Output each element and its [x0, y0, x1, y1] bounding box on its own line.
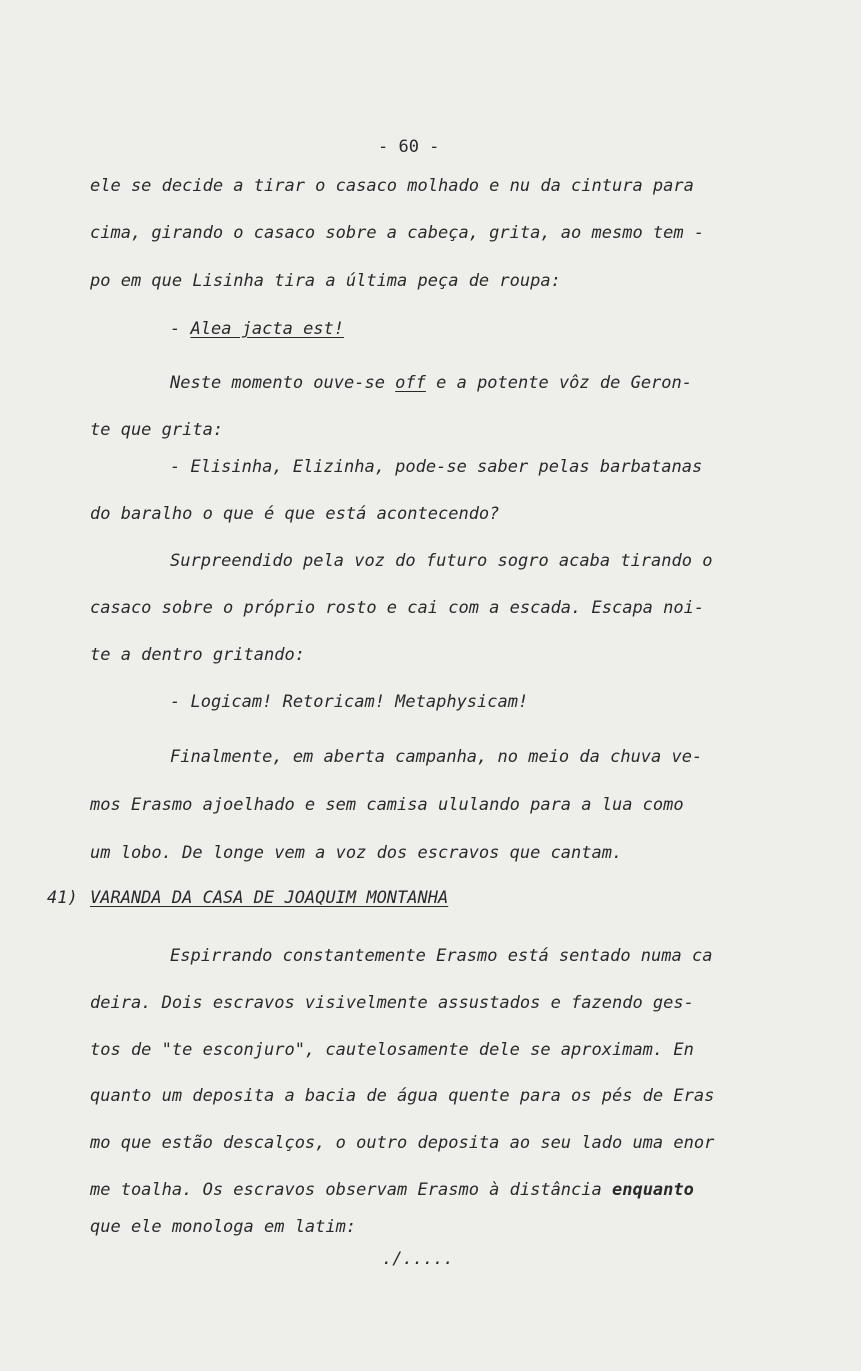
paragraph-5-line-6 — [90, 1179, 694, 1201]
paragraph-2-text-a: Neste momento ouve-se — [170, 373, 396, 393]
paragraph-3-line-2: casaco sobre o próprio rosto e cai com a escada. Escapa noi- — [90, 598, 705, 618]
paragraph-5-line-7: que ele monologa em latim: — [90, 1217, 357, 1237]
quote-2-line-1: - Elisinha, Elizinha, pode-se saber pelas barbatanas — [170, 457, 703, 477]
paragraph-2-line-2: te que grita: — [90, 420, 224, 440]
paragraph-1-line-3: po em que Lisinha tira a última peça de roupa: — [90, 271, 561, 291]
bold-word-enquanto: enquanto — [611, 1180, 694, 1200]
paragraph-5-line-2: deira. Dois escravos visivelmente assustados e fazendo ges- — [90, 993, 694, 1013]
paragraph-5-line-3: tos de "te esconjuro", cautelosamente dele se aproximam. En — [90, 1040, 694, 1060]
scene-number: 41) — [47, 888, 78, 908]
paragraph-5-line-4: quanto um deposita a bacia de água quente para os pés de Eras — [90, 1086, 715, 1106]
quote-latin-text: Alea jacta est! — [190, 319, 345, 339]
paragraph-2-line-1 — [170, 372, 692, 394]
quote-3: - Logicam! Retoricam! Metaphysicam! — [170, 692, 529, 712]
paragraph-3-line-3: te a dentro gritando: — [90, 645, 305, 665]
continuation-mark: ./..... — [382, 1249, 454, 1269]
quote-alea-jacta-est — [170, 318, 344, 340]
paragraph-5-line-6-text: me toalha. Os escravos observam Erasmo à distância — [90, 1180, 612, 1200]
off-term: off — [395, 373, 426, 393]
paragraph-3-line-1: Surpreendido pela voz do futuro sogro acaba tirando o — [170, 551, 713, 571]
paragraph-1-line-1: ele se decide a tirar o casaco molhado e nu da cintura para — [90, 176, 694, 196]
page-number: - 60 - — [378, 137, 440, 157]
paragraph-5-line-5: mo que estão descalços, o outro deposita ao seu lado uma enor — [90, 1133, 715, 1153]
paragraph-4-line-1: Finalmente, em aberta campanha, no meio da chuva ve- — [170, 747, 703, 767]
paragraph-2-text-b: e a potente vôz de Geron- — [425, 373, 692, 393]
scene-heading: VARANDA DA CASA DE JOAQUIM MONTANHA — [90, 888, 449, 908]
paragraph-4-line-3: um lobo. De longe vem a voz dos escravos que cantam. — [90, 843, 623, 863]
paragraph-4-line-2: mos Erasmo ajoelhado e sem camisa ululando para a lua como — [90, 795, 684, 815]
paragraph-5-line-1: Espirrando constantemente Erasmo está sentado numa ca — [170, 946, 713, 966]
quote-dash: - — [170, 319, 191, 339]
paragraph-1-line-2: cima, girando o casaco sobre a cabeça, grita, ao mesmo tem - — [90, 223, 705, 243]
quote-2-line-2: do baralho o que é que está acontecendo? — [90, 504, 500, 524]
